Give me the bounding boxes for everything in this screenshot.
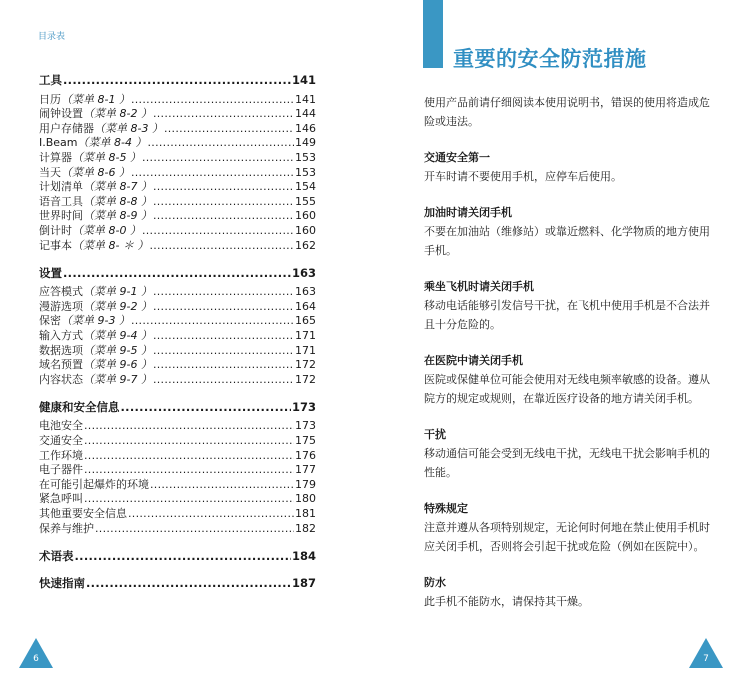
toc-item-row[interactable] bbox=[39, 224, 316, 239]
toc-leader bbox=[121, 400, 291, 415]
toc-item-row[interactable] bbox=[39, 180, 316, 195]
safety-text: 不要在加油站（维修站）或靠近燃料、化学物质的地方使用手机。 bbox=[424, 225, 710, 257]
toc-item-row[interactable] bbox=[39, 209, 316, 224]
toc-leader bbox=[142, 151, 294, 166]
chapter-tab bbox=[423, 0, 443, 68]
toc-leader bbox=[149, 239, 294, 254]
toc-item-page: 177 bbox=[295, 463, 316, 477]
toc-item-row[interactable] bbox=[39, 285, 316, 300]
toc-leader bbox=[84, 463, 294, 478]
toc-item-row[interactable] bbox=[39, 329, 316, 344]
toc-item-row[interactable] bbox=[39, 239, 316, 254]
toc-leader bbox=[95, 522, 294, 537]
toc-item-page: 162 bbox=[295, 238, 316, 252]
safety-text: 此手机不能防水，请保持其干燥。 bbox=[424, 595, 589, 608]
safety-text: 注意并遵从各项特别规定，无论何时何地在禁止使用手机时应关闭手机，否则将会引起干扰或危险（例如在医院中）。 bbox=[424, 521, 710, 553]
toc-item-label: 语音工具 bbox=[39, 194, 83, 208]
toc-item-menu-ref: （菜单 9-7 ） bbox=[83, 372, 152, 386]
toc-item-menu-ref: （菜单 8-8 ） bbox=[83, 194, 152, 208]
toc-item-page: 164 bbox=[295, 299, 316, 313]
safety-heading: 干扰 bbox=[424, 428, 446, 441]
toc-item-label: 计算器 bbox=[39, 150, 72, 164]
safety-section bbox=[424, 499, 710, 556]
safety-section bbox=[424, 425, 710, 482]
toc-item-label: 当天 bbox=[39, 165, 61, 179]
toc-spacer bbox=[39, 536, 316, 549]
toc-item-label: 保密 bbox=[39, 314, 61, 328]
safety-section bbox=[424, 148, 710, 186]
toc-leader bbox=[153, 107, 294, 122]
toc-item-page: 153 bbox=[295, 165, 316, 179]
safety-heading: 在医院中请关闭手机 bbox=[424, 354, 523, 367]
toc-item-menu-ref: （菜单 8-1 ） bbox=[61, 92, 130, 106]
toc-section-page: 173 bbox=[291, 399, 316, 414]
toc-leader bbox=[153, 209, 294, 224]
toc-item-row[interactable] bbox=[39, 463, 316, 478]
toc-leader bbox=[153, 344, 294, 359]
toc-item-page: 175 bbox=[295, 434, 316, 448]
toc-item-menu-ref: （菜单 8-5 ） bbox=[72, 150, 141, 164]
toc-section-title: 快速指南 bbox=[39, 575, 85, 590]
safety-content bbox=[424, 93, 710, 628]
toc-leader bbox=[147, 136, 294, 151]
toc-item-menu-ref: （菜单 8-2 ） bbox=[83, 107, 152, 121]
toc-item-label: I.Beam bbox=[39, 136, 78, 150]
toc-item-row[interactable] bbox=[39, 300, 316, 315]
toc-leader bbox=[153, 358, 294, 373]
toc-item-menu-ref: （菜单 9-3 ） bbox=[61, 314, 130, 328]
toc-item-menu-ref: （菜单 8-4 ） bbox=[77, 136, 147, 150]
toc-item-menu-ref: （菜单 9-4 ） bbox=[83, 329, 152, 342]
toc-item-row[interactable] bbox=[39, 434, 316, 449]
toc-item-label: 闹钟设置 bbox=[39, 107, 83, 121]
toc-item-row[interactable] bbox=[39, 492, 316, 507]
toc-item-menu-ref: （菜单 9-6 ） bbox=[83, 358, 152, 372]
toc-item-label: 世界时间 bbox=[39, 209, 83, 223]
page-number: 7 bbox=[703, 654, 709, 664]
page-title: 重要的安全防范措施 bbox=[453, 47, 647, 71]
toc-section-page: 163 bbox=[291, 265, 316, 280]
toc-item-menu-ref: （菜单 9-1 ） bbox=[83, 285, 152, 299]
intro-paragraph: 使用产品前请仔细阅读本使用说明书，错误的使用将造成危险或违法。 bbox=[424, 96, 710, 128]
toc-item-row[interactable] bbox=[39, 314, 316, 329]
toc-item-label: 输入方式 bbox=[39, 329, 83, 342]
toc-item-row[interactable] bbox=[39, 166, 316, 181]
toc-leader bbox=[153, 195, 294, 210]
toc-leader bbox=[153, 180, 294, 195]
toc-leader bbox=[84, 434, 294, 449]
toc-spacer bbox=[39, 387, 316, 400]
toc-leader bbox=[164, 122, 294, 137]
safety-heading: 特殊规定 bbox=[424, 502, 468, 515]
toc-item-row[interactable] bbox=[39, 358, 316, 373]
toc-item-page: 141 bbox=[295, 92, 316, 106]
toc-section-title: 工具 bbox=[39, 73, 62, 87]
toc-item-page: 172 bbox=[295, 358, 316, 372]
toc-item-page: 154 bbox=[295, 180, 316, 194]
toc-leader bbox=[75, 549, 291, 564]
toc-item-page: 146 bbox=[295, 121, 316, 135]
toc-leader bbox=[153, 373, 294, 388]
toc-item-label: 计划清单 bbox=[39, 180, 83, 194]
toc-item-row[interactable] bbox=[39, 195, 316, 210]
toc-item-page: 172 bbox=[295, 372, 316, 386]
toc-item-label: 工作环境 bbox=[39, 448, 83, 462]
safety-heading: 加油时请关闭手机 bbox=[424, 206, 512, 219]
toc-item-row[interactable] bbox=[39, 344, 316, 359]
toc-item-label: 用户存储器 bbox=[39, 121, 94, 135]
toc-item-label: 内容状态 bbox=[39, 372, 83, 386]
toc-item-label: 电子器件 bbox=[39, 463, 83, 477]
toc-item-row[interactable] bbox=[39, 151, 316, 166]
toc-item-row[interactable] bbox=[39, 136, 316, 151]
toc-item-menu-ref: （菜单 9-2 ） bbox=[83, 299, 152, 313]
toc-section-row[interactable] bbox=[39, 73, 316, 88]
toc-section-title: 术语表 bbox=[39, 548, 74, 563]
toc-spacer bbox=[39, 563, 316, 576]
toc-leader bbox=[142, 224, 294, 239]
toc-item-row[interactable] bbox=[39, 507, 316, 522]
toc-item-row[interactable] bbox=[39, 107, 316, 122]
toc-item-page: 153 bbox=[295, 150, 316, 164]
toc-item-menu-ref: （菜单 8-3 ） bbox=[94, 121, 163, 135]
safety-text: 开车时请不要使用手机，应停车后使用。 bbox=[424, 170, 622, 183]
toc-spacer bbox=[39, 253, 316, 266]
table-of-contents bbox=[39, 73, 316, 590]
safety-heading: 防水 bbox=[424, 576, 446, 589]
toc-leader bbox=[84, 492, 294, 507]
toc-item-row[interactable] bbox=[39, 478, 316, 493]
toc-leader bbox=[150, 478, 294, 493]
toc-item-label: 域名预置 bbox=[39, 358, 83, 372]
toc-item-label: 保养与维护 bbox=[39, 521, 94, 535]
toc-leader bbox=[153, 329, 294, 344]
toc-item-page: 173 bbox=[295, 419, 316, 433]
safety-text: 医院或保健单位可能会使用对无线电频率敏感的设备。遵从院方的规定或规则，在靠近医疗设备的地方请关闭手机。 bbox=[424, 373, 710, 405]
toc-item-label: 在可能引起爆炸的环境 bbox=[39, 477, 149, 491]
toc-item-page: 155 bbox=[295, 194, 316, 208]
toc-item-label: 倒计时 bbox=[39, 223, 72, 237]
toc-item-menu-ref: （菜单 8-9 ） bbox=[83, 209, 152, 223]
toc-item-menu-ref: （菜单 8- ＊ ） bbox=[72, 238, 149, 252]
toc-item-page: 181 bbox=[295, 507, 316, 521]
toc-leader bbox=[131, 93, 294, 108]
toc-item-label: 紧急呼叫 bbox=[39, 492, 83, 506]
toc-leader bbox=[84, 419, 294, 434]
toc-section-title: 健康和安全信息 bbox=[39, 399, 120, 414]
toc-item-page: 182 bbox=[295, 521, 316, 535]
toc-item-page: 171 bbox=[295, 329, 316, 342]
toc-section-page: 187 bbox=[291, 575, 316, 590]
toc-item-label: 其他重要安全信息 bbox=[39, 507, 127, 521]
toc-section-page: 184 bbox=[291, 548, 316, 563]
toc-item-row[interactable] bbox=[39, 93, 316, 108]
toc-leader bbox=[131, 314, 294, 329]
toc-item-label: 应答模式 bbox=[39, 285, 83, 299]
toc-leader bbox=[63, 73, 291, 88]
toc-item-page: 165 bbox=[295, 314, 316, 328]
toc-section-title: 设置 bbox=[39, 265, 62, 280]
toc-section-page: 141 bbox=[291, 73, 316, 87]
toc-item-label: 电池安全 bbox=[39, 419, 83, 433]
toc-item-page: 160 bbox=[295, 223, 316, 237]
toc-item-label: 日历 bbox=[39, 92, 61, 106]
toc-leader bbox=[128, 507, 294, 522]
toc-item-label: 记事本 bbox=[39, 238, 72, 252]
toc-item-page: 171 bbox=[295, 343, 316, 357]
toc-item-page: 179 bbox=[295, 477, 316, 491]
toc-item-page: 149 bbox=[295, 136, 316, 150]
toc-item-row[interactable] bbox=[39, 449, 316, 464]
toc-item-page: 160 bbox=[295, 209, 316, 223]
toc-item-page: 176 bbox=[295, 448, 316, 462]
toc-leader bbox=[153, 300, 294, 315]
page-number: 6 bbox=[33, 654, 39, 664]
safety-text: 移动通信可能会受到无线电干扰，无线电干扰会影响手机的性能。 bbox=[424, 447, 710, 479]
toc-leader bbox=[63, 266, 291, 281]
toc-item-row[interactable] bbox=[39, 122, 316, 137]
toc-item-label: 数据选项 bbox=[39, 343, 83, 357]
toc-item-page: 163 bbox=[295, 285, 316, 299]
toc-item-menu-ref: （菜单 8-7 ） bbox=[83, 180, 152, 194]
safety-section bbox=[424, 277, 710, 334]
safety-heading: 交通安全第一 bbox=[424, 151, 490, 164]
safety-text: 移动电话能够引发信号干扰，在飞机中使用手机是不合法并且十分危险的。 bbox=[424, 299, 710, 331]
toc-leader bbox=[153, 285, 294, 300]
safety-heading: 乘坐飞机时请关闭手机 bbox=[424, 280, 534, 293]
page-header: 目录表 bbox=[38, 32, 66, 42]
right-page bbox=[372, 0, 744, 682]
safety-section bbox=[424, 573, 710, 611]
toc-leader bbox=[131, 166, 294, 181]
toc-item-menu-ref: （菜单 8-0 ） bbox=[72, 223, 141, 237]
toc-section-row[interactable] bbox=[39, 549, 316, 564]
toc-leader bbox=[86, 576, 291, 591]
toc-item-row[interactable] bbox=[39, 522, 316, 537]
toc-item-page: 180 bbox=[295, 492, 316, 506]
toc-item-page: 144 bbox=[295, 107, 316, 121]
safety-section bbox=[424, 351, 710, 408]
toc-item-row[interactable] bbox=[39, 373, 316, 388]
toc-item-row[interactable] bbox=[39, 419, 316, 434]
toc-item-label: 漫游选项 bbox=[39, 299, 83, 313]
toc-leader bbox=[84, 449, 294, 464]
toc-section-row[interactable] bbox=[39, 400, 316, 415]
safety-section bbox=[424, 203, 710, 260]
toc-section-row[interactable] bbox=[39, 266, 316, 281]
toc-item-label: 交通安全 bbox=[39, 434, 83, 448]
toc-item-menu-ref: （菜单 9-5 ） bbox=[83, 343, 152, 357]
toc-section-row[interactable] bbox=[39, 576, 316, 591]
toc-item-menu-ref: （菜单 8-6 ） bbox=[61, 165, 130, 179]
